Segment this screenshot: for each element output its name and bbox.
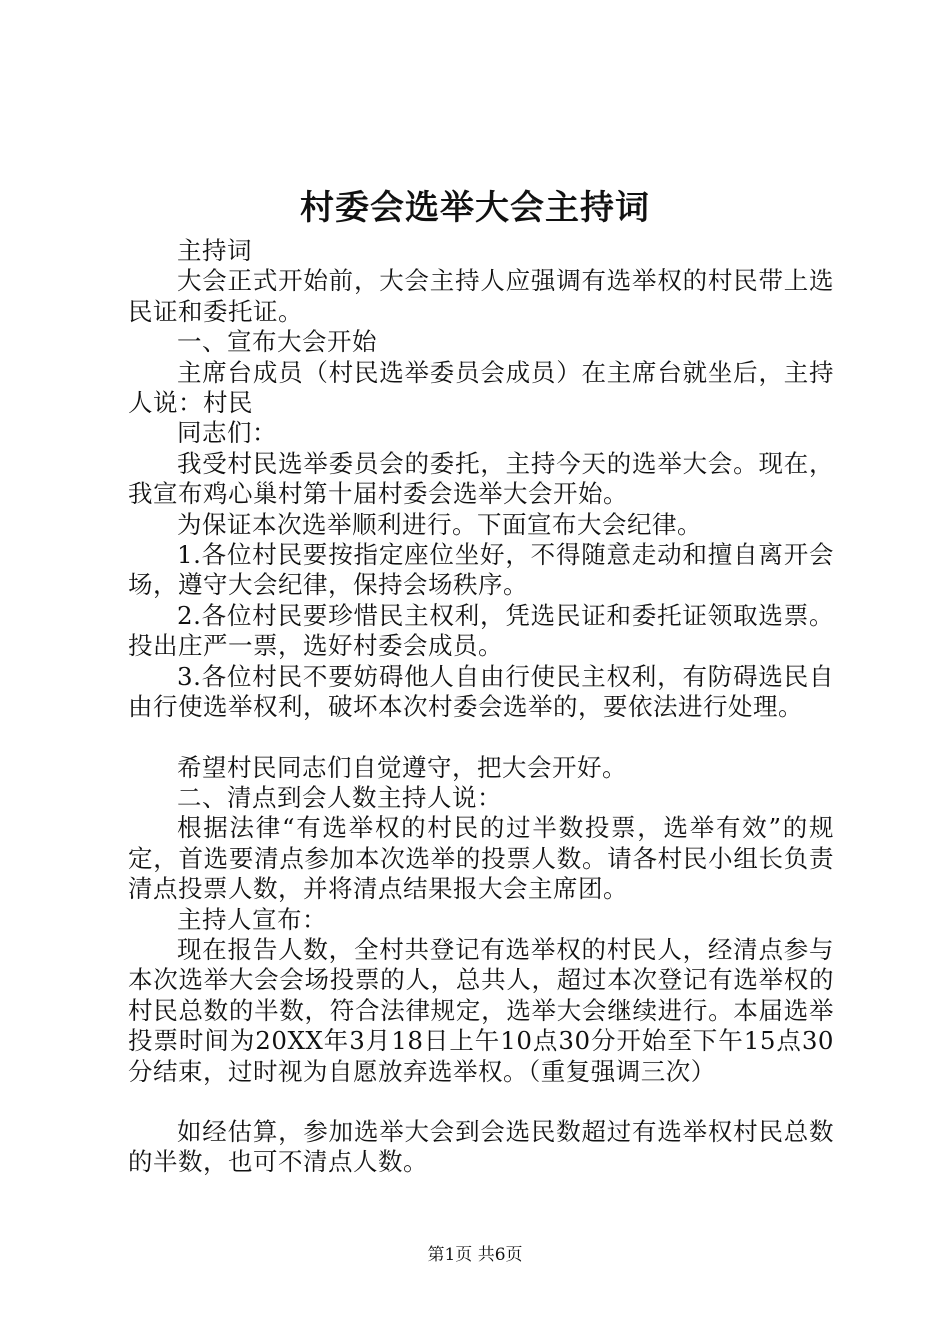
page-number-footer: 第1页 共6页: [427, 1245, 523, 1265]
section-heading-headcount: 二、清点到会人数主持人说：: [177, 782, 502, 812]
paragraph-hope: 希望村民同志们自觉遵守，把大会开好。: [177, 752, 627, 782]
paragraph-estimate-note: 如经估算，参加选举大会到会选民数超过有选举权村民总数的半数，也可不清点人数。: [128, 1116, 834, 1177]
paragraph-host-words: 主持词: [177, 236, 252, 265]
paragraph-discipline-intro: 为保证本次选举顺利进行。下面宣布大会纪律。: [177, 509, 702, 539]
paragraph-opening-declaration: 我受村民选举委员会的委托，主持今天的选举大会。现在，我宣布鸡心巢村第十届村委会选举大会开始。: [128, 448, 834, 509]
discipline-item-1: 1.各位村民要按指定座位坐好，不得随意走动和擅自离开会场，遵守大会纪律，保持会场秩序。: [128, 540, 834, 600]
section-heading-announce-opening: 一、宣布大会开始: [177, 327, 377, 357]
document-body: [128, 236, 834, 1178]
paragraph-presidium-seated: 主席台成员（村民选举委员会成员）在主席台就坐后，主持人说：村民: [128, 357, 834, 418]
paragraph-host-announces: 主持人宣布：: [177, 904, 327, 934]
paragraph-pre-meeting-note: 大会正式开始前，大会主持人应强调有选举权的村民带上选民证和委托证。: [128, 266, 834, 326]
discipline-item-3: 3.各位村民不要妨碍他人自由行使民主权利，有防碍选民自由行使选举权利，破坏本次村委会选举的，要依法进行处理。: [128, 661, 834, 722]
paragraph-headcount-report: 现在报告人数，全村共登记有选举权的村民人，经清点参与本次选举大会会场投票的人，总共人，超过本次登记有选举权的村民总数的半数，符合法律规定，选举大会继续进行。本届选举投票时间为20XX年3月18日上午10点30分开始至下午15点30分结束，过时视为自愿放弃选举权。（重复强调三次）: [128, 934, 834, 1086]
document-title: 村委会选举大会主持词: [300, 188, 650, 228]
discipline-item-2: 2.各位村民要珍惜民主权利，凭选民证和委托证领取选票。投出庄严一票，选好村委会成员。: [128, 600, 834, 661]
paragraph-greeting: 同志们：: [177, 418, 277, 448]
paragraph-legal-basis: 根据法律“有选举权的村民的过半数投票，选举有效”的规定，首选要清点参加本次选举的投票人数。请各村民小组长负责清点投票人数，并将清点结果报大会主席团。: [128, 813, 834, 904]
